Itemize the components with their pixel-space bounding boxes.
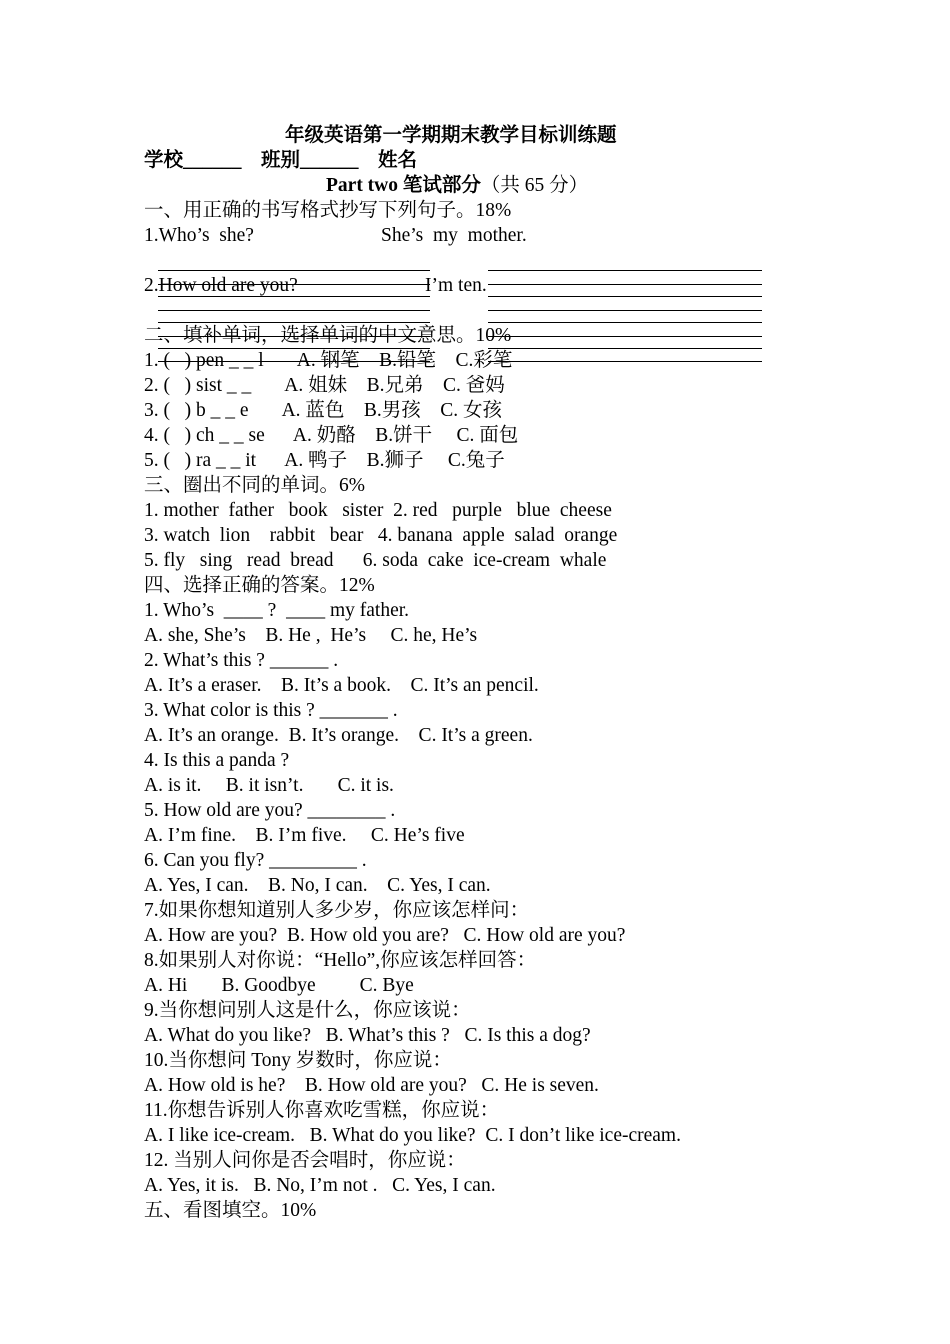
- section4-line: 2. What’s this ? ______ .: [144, 650, 339, 671]
- section4-line: 8.如果别人对你说：“Hello”,你应该怎样回答：: [144, 950, 537, 971]
- writing-line: [488, 361, 762, 362]
- section2-item: 4. ( ) ch _ _ se A. 奶酪 B.饼干 C. 面包: [144, 425, 519, 446]
- writing-line: [488, 348, 762, 349]
- part-title: Part two 笔试部分: [326, 175, 481, 196]
- section4-line: A. I like ice-cream. B. What do you like? C. I don’t like ice-cream.: [144, 1125, 681, 1146]
- section4-line: 9.当你想问别人这是什么，你应该说：: [144, 1000, 471, 1021]
- section3-heading: 三、圈出不同的单词。6%: [144, 475, 365, 496]
- section4-line: A. It’s an orange. B. It’s orange. C. It’s a green.: [144, 725, 533, 746]
- section2-item: 1. ( ) pen _ _ l A. 钢笔 B.铅笔 C.彩笔: [144, 350, 513, 371]
- writing-line: [158, 296, 430, 297]
- section4-line: A. It’s a eraser. B. It’s a book. C. It’s an pencil.: [144, 675, 539, 696]
- writing-line: [488, 270, 762, 271]
- writing-line: [488, 310, 762, 311]
- section3-item: 3. watch lion rabbit bear 4. banana apple salad orange: [144, 525, 618, 546]
- section4-line: A. Yes, I can. B. No, I can. C. Yes, I can.: [144, 875, 491, 896]
- section4-heading: 四、选择正确的答案。12%: [144, 575, 375, 596]
- writing-line: [158, 310, 430, 311]
- writing-line: [488, 296, 762, 297]
- section4-line: 7.如果你想知道别人多少岁，你应该怎样问：: [144, 900, 530, 921]
- writing-line: [488, 322, 762, 323]
- section4-line: 12. 当别人问你是否会唱时，你应说：: [144, 1150, 466, 1171]
- part-title-line: [326, 173, 588, 198]
- section2-item: 5. ( ) ra _ _ it A. 鸭子 B.狮子 C.兔子: [144, 450, 505, 471]
- section4-line: A. How old is he? B. How old are you? C. He is seven.: [144, 1075, 599, 1096]
- section4-line: 4. Is this a panda ?: [144, 750, 290, 771]
- section2-heading: 二、填补单词，选择单词的中文意思。10%: [144, 325, 512, 346]
- section1-heading: 一、用正确的书写格式抄写下列句子。18%: [144, 200, 512, 221]
- writing-line: [158, 270, 430, 271]
- section3-item: 5. fly sing read bread 6. soda cake ice-cream whale: [144, 550, 607, 571]
- section2-item: 2. ( ) sist _ _ A. 姐妹 B.兄弟 C. 爸妈: [144, 375, 505, 396]
- writing-line: [488, 336, 762, 337]
- section4-line: A. is it. B. it isn’t. C. it is.: [144, 775, 394, 796]
- writing-line: [488, 284, 762, 285]
- section3-item: 1. mother father book sister 2. red purple blue cheese: [144, 500, 612, 521]
- section4-line: 6. Can you fly? _________ .: [144, 850, 367, 871]
- section4-line: A. Yes, it is. B. No, I’m not . C. Yes, I can.: [144, 1175, 496, 1196]
- section2-item: 3. ( ) b _ _ e A. 蓝色 B.男孩 C. 女孩: [144, 400, 503, 421]
- section1-q1-right: She’s my mother.: [381, 225, 527, 246]
- page-title: 年级英语第一学期期末教学目标训练题: [285, 125, 617, 146]
- writing-line: [158, 284, 430, 285]
- section4-line: 11.你想告诉别人你喜欢吃雪糕，你应说：: [144, 1100, 500, 1121]
- section5-heading: 五、看图填空。10%: [144, 1200, 317, 1221]
- section4-line: 10.当你想问 Tony 岁数时，你应说：: [144, 1050, 452, 1071]
- section4-line: A. I’m fine. B. I’m five. C. He’s five: [144, 825, 465, 846]
- section4-line: 5. How old are you? ________ .: [144, 800, 396, 821]
- section4-line: 1. Who’s ____ ? ____ my father.: [144, 600, 410, 621]
- section4-line: A. Hi B. Goodbye C. Bye: [144, 975, 414, 996]
- section1-q2-left: 2.How old are you?: [144, 275, 298, 296]
- section1-q1-left: 1.Who’s she?: [144, 225, 254, 246]
- info-line: 学校______ 班别______ 姓名: [144, 150, 418, 171]
- section4-line: A. What do you like? B. What’s this ? C. Is this a dog?: [144, 1025, 591, 1046]
- section1-q2-right: I’m ten.: [425, 275, 487, 296]
- section4-line: 3. What color is this ? _______ .: [144, 700, 398, 721]
- part-score: （共 65 分）: [480, 175, 589, 196]
- section4-line: A. she, She’s B. He , He’s C. he, He’s: [144, 625, 478, 646]
- section4-line: A. How are you? B. How old you are? C. How old are you?: [144, 925, 626, 946]
